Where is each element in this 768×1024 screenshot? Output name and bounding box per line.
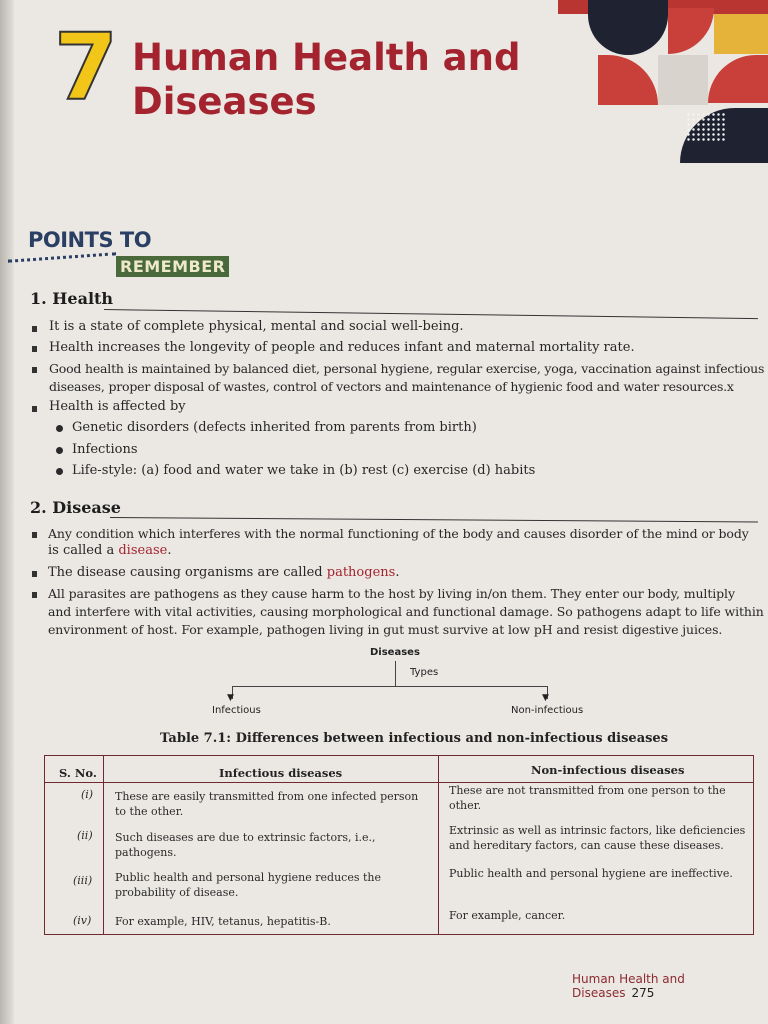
table-row-number: (iii) [73, 874, 93, 887]
bullet-square [32, 592, 37, 598]
arrow-down-icon: ▼ [542, 693, 549, 703]
section-rule [104, 309, 758, 319]
table-cell: These are not transmitted from one person to the other. [449, 784, 726, 812]
points-to-heading: POINTS TO [28, 228, 152, 252]
table-header-non-infectious: Non-infectious diseases [531, 763, 685, 777]
table-cell: Public health and personal hygiene are ineffective. [449, 867, 733, 880]
dotted-divider [8, 252, 116, 263]
remember-badge: REMEMBER [116, 256, 229, 277]
chapter-title-line2: Diseases [132, 80, 317, 123]
bullet-square [32, 406, 37, 412]
chapter-title-line1: Human Health and [132, 36, 521, 79]
table-caption: Table 7.1: Differences between infectious and non-infectious diseases [160, 731, 669, 746]
text-line: is called a disease. [48, 543, 172, 558]
table-cell: Public health and personal hygiene reduces the probability of disease. [115, 871, 381, 899]
text-line: diseases, proper disposal of wastes, control of vectors and maintenance of hygienic food and water resources.x [49, 379, 734, 394]
diagram-root: Diseases [370, 647, 420, 658]
decorative-corner-art [558, 0, 768, 170]
diagram-branch-label: Types [410, 667, 439, 678]
text-line: and interfere with vital activities, causing morphological and functional damage. So pathogens adapt to life within [48, 604, 764, 619]
term-pathogens: pathogens [326, 565, 396, 580]
text-line: Health increases the longevity of people and reduces infant and maternal mortality rate. [49, 340, 635, 355]
sub-item: Life-style: (a) food and water we take in (b) rest (c) exercise (d) habits [72, 463, 536, 478]
text-line: Health is affected by [49, 399, 186, 414]
text-line: Good health is maintained by balanced diet, personal hygiene, regular exercise, yoga, vaccination against infectious [49, 361, 765, 376]
text-line: The disease causing organisms are called pathogens. [48, 565, 400, 580]
table-row-number: (i) [81, 788, 94, 801]
text-line: environment of host. For example, pathogen living in gut must survive at low pH and resist digestive juices. [48, 622, 723, 637]
diagram-line [232, 686, 548, 687]
sub-item: Genetic disorders (defects inherited from parents from birth) [72, 420, 477, 435]
diagram-line [395, 661, 396, 687]
bullet-square [32, 532, 37, 538]
table-header-sno: S. No. [59, 766, 97, 780]
bullet-square [32, 571, 37, 577]
page-footer [572, 972, 768, 1000]
table-cell: For example, cancer. [449, 909, 566, 922]
arrow-down-icon: ▼ [227, 693, 234, 703]
bullet-square [32, 367, 37, 373]
diagram-right: Non-infectious [511, 705, 584, 716]
chapter-number: 7 [54, 14, 117, 121]
diagram-left: Infectious [212, 705, 261, 716]
bullet-dot [56, 447, 63, 454]
bullet-square [32, 346, 37, 352]
table-cell: These are easily transmitted from one infected person to the other. [115, 790, 419, 818]
section-rule [110, 517, 758, 523]
bullet-square [32, 326, 37, 332]
running-title: Human Health and Diseases [572, 972, 685, 1000]
table-cell: Extrinsic as well as intrinsic factors, like deficiencies and hereditary factors, can cause these diseases. [449, 824, 746, 852]
book-gutter [0, 0, 14, 1024]
table-row-number: (iv) [73, 914, 92, 927]
section-heading-health: 1. Health [30, 289, 114, 308]
term-disease: disease [118, 543, 168, 558]
text-line: Any condition which interferes with the normal functioning of the body and causes disorder of the mind or body [48, 526, 749, 541]
table-row-number: (ii) [77, 829, 93, 842]
sub-item: Infections [72, 442, 138, 457]
table-header-infectious: Infectious diseases [219, 766, 343, 780]
section-heading-disease: 2. Disease [30, 498, 121, 517]
text-line: It is a state of complete physical, mental and social well-being. [49, 319, 464, 334]
bullet-dot [56, 425, 63, 432]
table-cell: Such diseases are due to extrinsic factors, i.e., pathogens. [115, 831, 376, 859]
comparison-table [44, 755, 754, 935]
bullet-dot [56, 468, 63, 475]
text-line: All parasites are pathogens as they cause harm to the host by living in/on them. They enter our body, multiply [48, 586, 735, 601]
table-cell: For example, HIV, tetanus, hepatitis-B. [115, 915, 331, 928]
chapter-title [132, 36, 520, 124]
page-number: 275 [631, 986, 655, 1000]
